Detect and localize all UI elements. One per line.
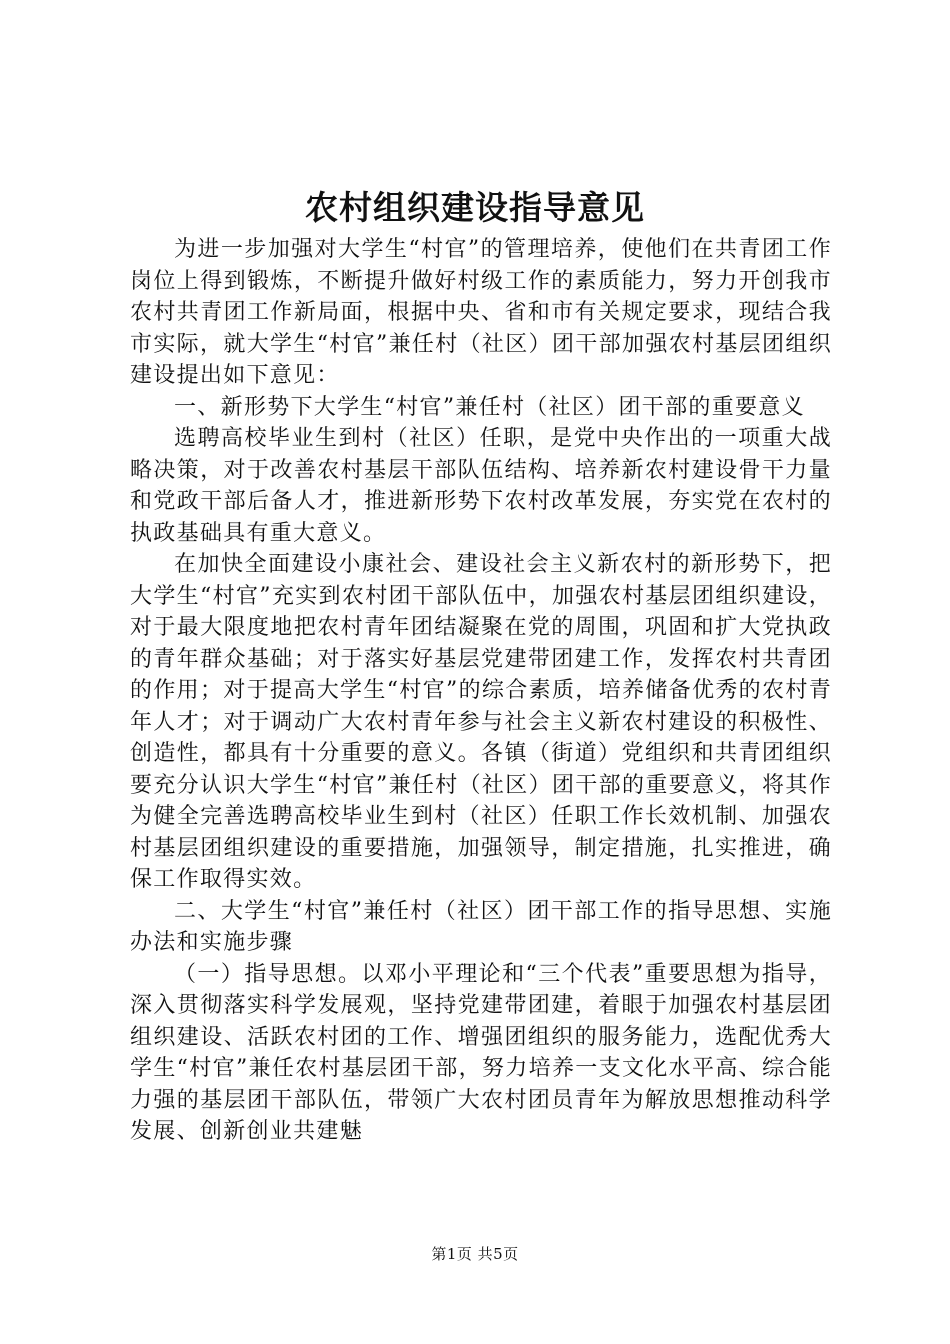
page-number-footer: 第1页 共5页 — [431, 1245, 519, 1263]
section-heading-2: 二、大学生“村官”兼任村（社区）团干部工作的指导思想、实施办法和实施步骤 — [130, 898, 832, 955]
section-heading-1: 一、新形势下大学生“村官”兼任村（社区）团干部的重要意义 — [174, 394, 805, 420]
document-title: 农村组织建设指导意见 — [305, 188, 645, 227]
document-body — [130, 234, 832, 1148]
paragraph-guiding-thought: （一）指导思想。以邓小平理论和“三个代表”重要思想为指导，深入贯彻落实科学发展观，坚持党建带团建，着眼于加强农村基层团组织建设、活跃农村团的工作、增强团组织的服务能力，选配优秀大学生“村官”兼任农村基层团干部，努力培养一支文化水平高、综合能力强的基层团干部队伍，带领广大农村团员青年为解放思想推动科学发展、创新创业共建魅 — [130, 961, 832, 1144]
paragraph-significance: 在加快全面建设小康社会、建设社会主义新农村的新形势下，把大学生“村官”充实到农村团干部队伍中，加强农村基层团组织建设，对于最大限度地把农村青年团结凝聚在党的周围，巩固和扩大党执政的青年群众基础；对于落实好基层党建带团建工作，发挥农村共青团的作用；对于提高大学生“村官”的综合素质，培养储备优秀的农村青年人才；对于调动广大农村青年参与社会主义新农村建设的积极性、创造性，都具有十分重要的意义。各镇（街道）党组织和共青团组织要充分认识大学生“村官”兼任村（社区）团干部的重要意义，将其作为健全完善选聘高校毕业生到村（社区）任职工作长效机制、加强农村基层团组织建设的重要措施，加强领导，制定措施，扎实推进，确保工作取得实效。 — [130, 552, 832, 892]
paragraph-policy: 选聘高校毕业生到村（社区）任职，是党中央作出的一项重大战略决策，对于改善农村基层干部队伍结构、培养新农村建设骨干力量和党政干部后备人才，推进新形势下农村改革发展，夯实党在农村的执政基础具有重大意义。 — [130, 426, 832, 546]
paragraph-intro: 为进一步加强对大学生“村官”的管理培养，使他们在共青团工作岗位上得到锻炼，不断提升做好村级工作的素质能力，努力开创我市农村共青团工作新局面，根据中央、省和市有关规定要求，现结合我市实际，就大学生“村官”兼任村（社区）团干部加强农村基层团组织建设提出如下意见： — [130, 237, 832, 388]
